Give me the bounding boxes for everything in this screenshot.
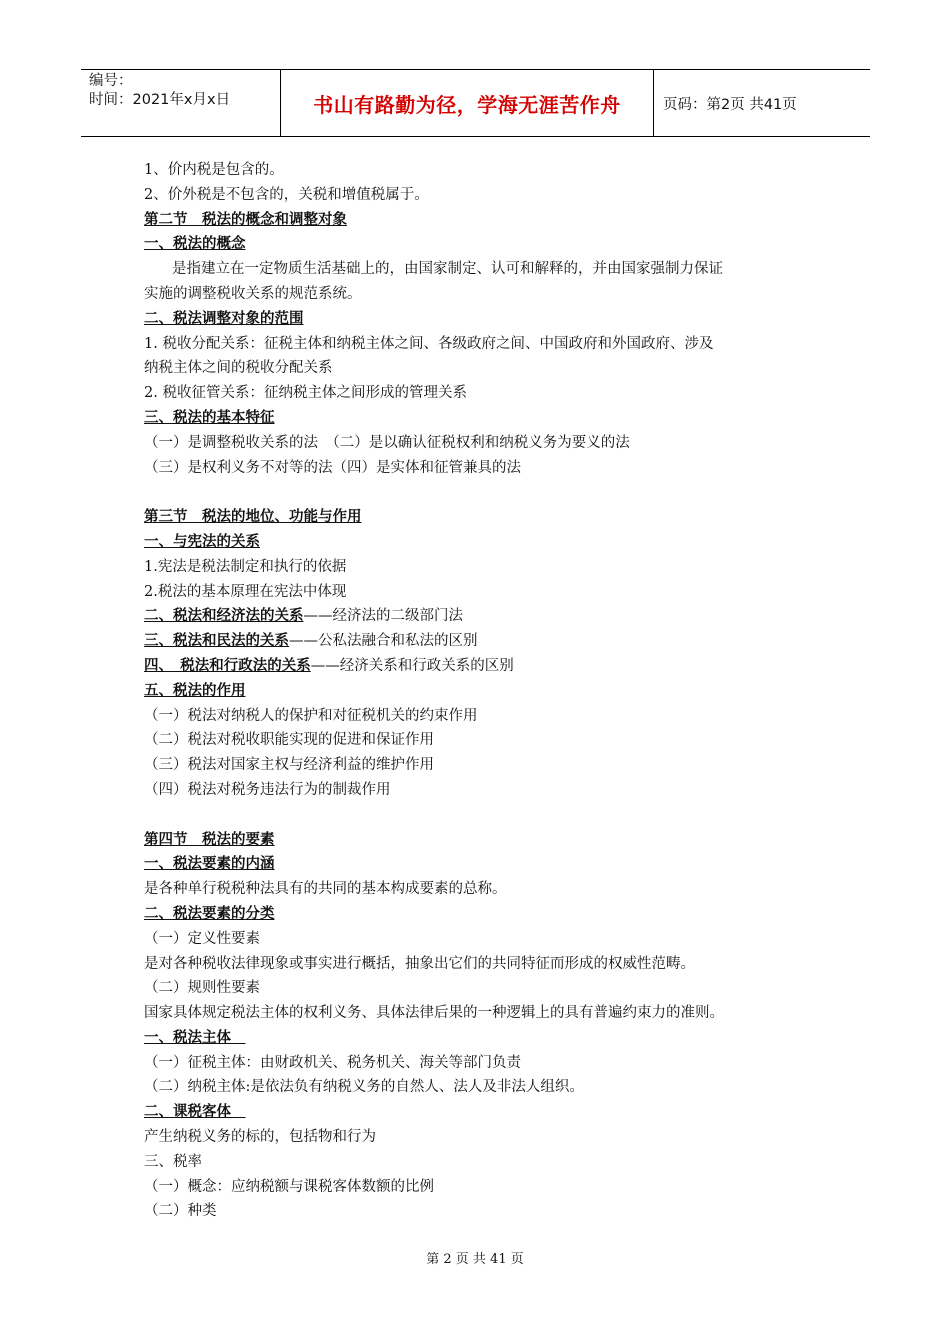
body-text-line: 纳税主体之间的税收分配关系	[144, 360, 333, 377]
heading-text: 二、税法和经济法的关系	[144, 607, 304, 625]
section-heading	[144, 530, 814, 555]
document-body	[144, 158, 814, 1224]
section-heading	[144, 232, 814, 257]
section-heading	[144, 406, 814, 431]
section-heading	[144, 852, 814, 877]
heading-note: ——经济关系和行政关系的区别	[310, 657, 514, 674]
document-date-label: 时间：2021年x月x日	[89, 92, 231, 108]
body-text-line: 1、价内税是包含的。	[144, 162, 284, 178]
heading-text: 第四节 税法的要素	[144, 830, 275, 848]
body-text-line: （一）征税主体：由财政机关、税务机关、海关等部门负责	[144, 1054, 521, 1071]
body-text-line: 1.宪法是税法制定和执行的依据	[144, 558, 347, 575]
header-page-info: 页码：第2页 共41页	[663, 96, 797, 113]
page-footer	[0, 1248, 950, 1267]
body-text-line: 三、税率	[144, 1153, 202, 1170]
footer-page-number: 第 2 页 共 41 页	[426, 1252, 524, 1267]
section-heading	[144, 629, 814, 654]
header-meta	[81, 70, 281, 136]
section-heading	[144, 654, 814, 679]
heading-text: 一、税法要素的内涵	[144, 855, 275, 873]
body-text-line: （一）概念：应纳税额与课税客体数额的比例	[144, 1178, 434, 1195]
heading-text: 三、税法的基本特征	[144, 408, 275, 426]
heading-text: 三、税法和民法的关系	[144, 632, 289, 650]
body-text-line: 是指建立在一定物质生活基础上的，由国家制定、认可和解释的，并由国家强制力保证	[172, 261, 723, 278]
heading-text: 第三节 税法的地位、功能与作用	[144, 508, 362, 526]
body-text-line: 实施的调整税收关系的规范系统。	[144, 285, 362, 302]
page-header	[81, 69, 870, 137]
heading-text: 四、 税法和行政法的关系	[144, 656, 311, 674]
heading-text: 二、课税客体	[144, 1103, 246, 1121]
heading-text: 五、税法的作用	[144, 681, 246, 699]
section-heading	[144, 1026, 814, 1051]
document-number-label: 编号：	[89, 73, 133, 89]
body-text-line: （一）税法对纳税人的保护和对征税机关的约束作用	[144, 707, 478, 724]
header-motto: 书山有路勤为径，学海无涯苦作舟	[313, 92, 621, 117]
body-text-line: 产生纳税义务的标的，包括物和行为	[144, 1129, 376, 1146]
blank-line	[144, 480, 814, 505]
body-text-line: 2.税法的基本原理在宪法中体现	[144, 583, 347, 600]
heading-text: 一、税法的概念	[144, 235, 246, 253]
section-heading	[144, 505, 814, 530]
body-text-line: 是各种单行税税种法具有的共同的基本构成要素的总称。	[144, 881, 507, 898]
body-text-line: 是对各种税收法律现象或事实进行概括，抽象出它们的共同特征而形成的权威性范畴。	[144, 955, 695, 972]
section-heading	[144, 604, 814, 629]
body-text-line: 2. 税收征管关系：征纳税主体之间形成的管理关系	[144, 385, 467, 402]
heading-text: 一、与宪法的关系	[144, 532, 260, 550]
section-heading	[144, 208, 814, 233]
body-text-line: （二）纳税主体:是依法负有纳税义务的自然人、法人及非法人组织。	[144, 1079, 584, 1096]
section-heading	[144, 307, 814, 332]
section-heading	[144, 679, 814, 704]
body-text-line: 2、价外税是不包含的，关税和增值税属于。	[144, 186, 429, 203]
heading-text: 第二节 税法的概念和调整对象	[144, 210, 347, 228]
body-text-line: （三）是权利义务不对等的法（四）是实体和征管兼具的法	[144, 459, 521, 476]
heading-note: ——经济法的二级部门法	[303, 608, 463, 625]
heading-text: 一、税法主体	[144, 1028, 246, 1046]
section-heading	[144, 902, 814, 927]
blank-line	[144, 803, 814, 828]
body-text-line: （二）规则性要素	[144, 980, 260, 997]
heading-text: 二、税法要素的分类	[144, 904, 275, 922]
body-text-line: 国家具体规定税法主体的权利义务、具体法律后果的一种逻辑上的具有普遍约束力的准则。	[144, 1005, 724, 1022]
section-heading	[144, 828, 814, 853]
heading-text: 二、税法调整对象的范围	[144, 309, 304, 327]
body-text-line: （一）是调整税收关系的法 （二）是以确认征税权利和纳税义务为要义的法	[144, 434, 630, 451]
body-text-line: （一）定义性要素	[144, 930, 260, 947]
header-page-info-cell	[654, 70, 870, 136]
body-text-line: （二）种类	[144, 1203, 217, 1220]
section-heading	[144, 1100, 814, 1125]
header-motto-cell	[281, 70, 654, 136]
body-text-line: 1. 税收分配关系：征税主体和纳税主体之间、各级政府之间、中国政府和外国政府、涉及	[144, 335, 714, 352]
body-text-line: （三）税法对国家主权与经济利益的维护作用	[144, 757, 434, 774]
body-text-line: （二）税法对税收职能实现的促进和保证作用	[144, 732, 434, 749]
heading-note: ——公私法融合和私法的区别	[289, 633, 478, 650]
body-text-line: （四）税法对税务违法行为的制裁作用	[144, 781, 391, 798]
